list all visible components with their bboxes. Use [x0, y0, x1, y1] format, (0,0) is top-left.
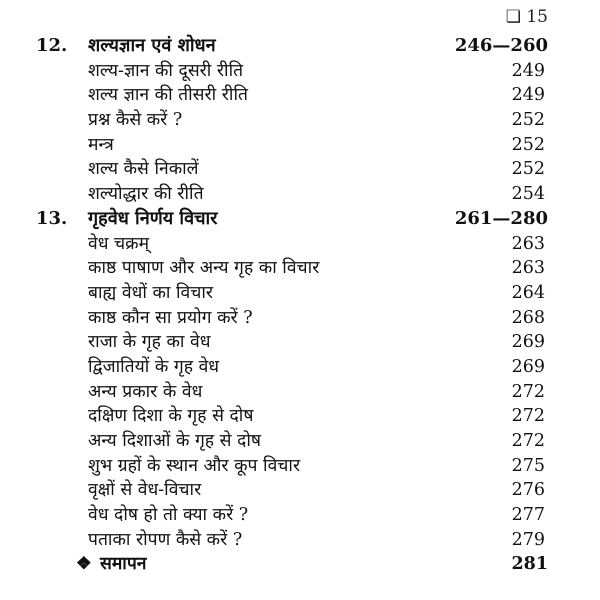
toc-entry	[0, 133, 600, 158]
chapter-heading	[0, 207, 600, 232]
entry-page: 268	[511, 307, 545, 328]
entry-title: शल्योद्धार की रीति	[88, 184, 204, 205]
chapter-page-range: 261—280	[454, 207, 548, 229]
entry-title: राजा के गृह का वेध	[88, 332, 211, 353]
entry-page: 279	[511, 529, 545, 550]
toc-entry	[0, 157, 600, 182]
chapter-heading	[0, 34, 600, 59]
entry-page: 249	[511, 60, 545, 81]
chapter-number: 12.	[36, 35, 68, 56]
entry-title: अन्य दिशाओं के गृह से दोष	[88, 431, 261, 451]
entry-title: काष्ठ पाषाण और अन्य गृह का विचार	[88, 258, 320, 279]
entry-title: प्रश्न कैसे करें ?	[88, 110, 183, 131]
page-number-box-icon: ❏	[505, 7, 521, 27]
toc-entry	[0, 108, 600, 133]
toc-entry	[0, 232, 600, 257]
entry-page: 269	[511, 332, 545, 353]
toc-entry	[0, 478, 600, 503]
entry-page: 272	[511, 381, 545, 402]
table-of-contents	[0, 34, 600, 577]
entry-page: 263	[511, 233, 545, 254]
entry-page: 276	[511, 480, 545, 501]
entry-page: 264	[511, 282, 545, 303]
entry-title: शल्य-ज्ञान की दूसरी रीति	[88, 60, 244, 81]
toc-entry	[0, 330, 600, 355]
entry-title: वेध दोष हो तो क्या करें ?	[88, 505, 249, 526]
entry-title: दक्षिण दिशा के गृह से दोष	[88, 406, 254, 427]
toc-entry	[0, 59, 600, 84]
chapter-title: गृहवेध निर्णय विचार	[88, 207, 218, 229]
final-entry	[0, 552, 600, 577]
toc-entry	[0, 83, 600, 108]
chapter-number: 13.	[36, 207, 68, 229]
entry-title: वेध चक्रम्	[88, 233, 150, 254]
toc-entry	[0, 355, 600, 380]
toc-entry	[0, 380, 600, 405]
entry-page: 252	[511, 159, 545, 180]
entry-title: काष्ठ कौन सा प्रयोग करें ?	[88, 307, 253, 328]
toc-entry	[0, 528, 600, 553]
entry-title: वृक्षों से वेध-विचार	[88, 480, 202, 501]
toc-entry	[0, 503, 600, 528]
entry-page: 277	[511, 505, 545, 526]
page-number	[506, 7, 548, 27]
toc-entry	[0, 429, 600, 454]
toc-entry	[0, 256, 600, 281]
page-number-value: 15	[526, 7, 548, 27]
entry-title: शल्य कैसे निकालें	[88, 159, 199, 180]
entry-title: बाह्य वेधों का विचार	[88, 282, 214, 303]
toc-entry	[0, 404, 600, 429]
entry-page: 252	[511, 134, 545, 155]
entry-page: 263	[511, 258, 545, 279]
final-entry-title: समापन	[100, 554, 147, 575]
chapter-page-range: 246—260	[454, 35, 548, 56]
entry-page: 272	[511, 406, 545, 427]
entry-title: शल्य ज्ञान की तीसरी रीति	[88, 85, 248, 106]
entry-page: 275	[511, 455, 545, 476]
entry-title: द्विजातियों के गृह वेध	[88, 356, 220, 377]
entry-page: 254	[511, 184, 545, 205]
toc-entry	[0, 306, 600, 331]
entry-page: 249	[511, 85, 545, 106]
toc-entry	[0, 281, 600, 306]
entry-title: अन्य प्रकार के वेध	[88, 381, 203, 402]
toc-entry	[0, 454, 600, 479]
entry-page: 252	[511, 110, 545, 131]
entry-title: मन्त्र	[88, 134, 114, 155]
chapter-title: शल्यज्ञान एवं शोधन	[88, 35, 216, 56]
toc-entry	[0, 182, 600, 207]
final-entry-page: 281	[511, 554, 548, 575]
entry-title: शुभ ग्रहों के स्थान और कूप विचार	[88, 455, 301, 476]
entry-title: पताका रोपण कैसे करें ?	[88, 529, 243, 550]
diamond-bullet-icon: ❖	[76, 554, 92, 575]
entry-page: 269	[511, 356, 545, 377]
entry-page: 272	[511, 431, 545, 451]
